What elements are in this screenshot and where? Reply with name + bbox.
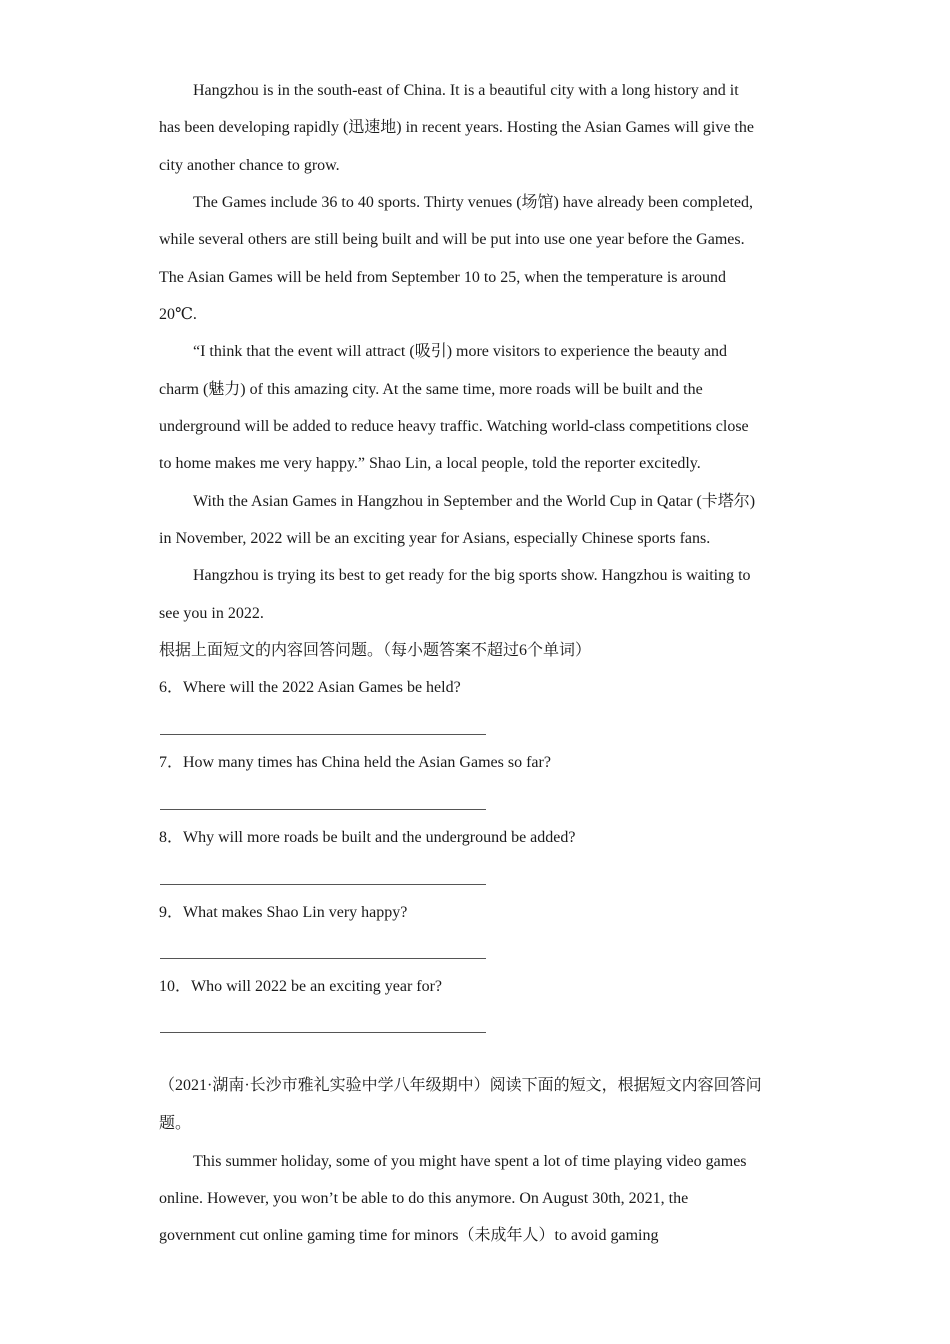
passage-line: city another chance to grow. bbox=[159, 157, 340, 174]
answer-blank[interactable] bbox=[160, 884, 486, 885]
passage-line: has been developing rapidly (迅速地) in recent years. Hosting the Asian Games will give the bbox=[159, 119, 754, 136]
passage-line: in November, 2022 will be an exciting year for Asians, especially Chinese sports fans. bbox=[159, 530, 711, 547]
answer-blank[interactable] bbox=[160, 734, 486, 735]
question-item: 6．Where will the 2022 Asian Games be held? bbox=[159, 679, 461, 696]
answer-blank[interactable] bbox=[160, 809, 486, 810]
question-item: 10．Who will 2022 be an exciting year for? bbox=[159, 978, 443, 995]
section-header: 题。 bbox=[159, 1115, 192, 1132]
answer-blank[interactable] bbox=[160, 958, 486, 959]
passage-line: while several others are still being built and will be put into use one year before the Games. bbox=[159, 231, 745, 248]
question-item: 9．What makes Shao Lin very happy? bbox=[159, 904, 408, 921]
passage-line: With the Asian Games in Hangzhou in September and the World Cup in Qatar (卡塔尔) bbox=[193, 493, 756, 510]
question-instruction: 根据上面短文的内容回答问题。（每小题答案不超过6个单词） bbox=[159, 642, 592, 659]
passage-line: government cut online gaming time for minors（未成年人）to avoid gaming bbox=[159, 1227, 659, 1244]
passage-line: “I think that the event will attract (吸引) more visitors to experience the beauty and bbox=[193, 343, 728, 360]
answer-blank[interactable] bbox=[160, 1032, 486, 1033]
passage-line: Hangzhou is trying its best to get ready for the big sports show. Hangzhou is waiting to bbox=[193, 567, 751, 584]
passage-line: This summer holiday, some of you might have spent a lot of time playing video games bbox=[193, 1153, 747, 1170]
passage-line: charm (魅力) of this amazing city. At the same time, more roads will be built and the bbox=[159, 381, 703, 398]
passage-line: underground will be added to reduce heavy traffic. Watching world-class competitions close bbox=[159, 418, 749, 435]
passage-line: see you in 2022. bbox=[159, 605, 264, 622]
question-item: 7．How many times has China held the Asian Games so far? bbox=[159, 754, 551, 771]
section-header: （2021·湖南·长沙市雅礼实验中学八年级期中）阅读下面的短文，根据短文内容回答问 bbox=[159, 1077, 762, 1094]
passage-line: to home makes me very happy.” Shao Lin, a local people, told the reporter excitedly. bbox=[159, 455, 701, 472]
passage-line: 20℃. bbox=[159, 306, 197, 323]
passage-line: online. However, you won’t be able to do this anymore. On August 30th, 2021, the bbox=[159, 1190, 689, 1207]
passage-line: Hangzhou is in the south-east of China. It is a beautiful city with a long history and it bbox=[193, 82, 739, 99]
question-item: 8．Why will more roads be built and the underground be added? bbox=[159, 829, 576, 846]
passage-line: The Asian Games will be held from September 10 to 25, when the temperature is around bbox=[159, 269, 726, 286]
passage-line: The Games include 36 to 40 sports. Thirty venues (场馆) have already been completed, bbox=[193, 194, 753, 211]
